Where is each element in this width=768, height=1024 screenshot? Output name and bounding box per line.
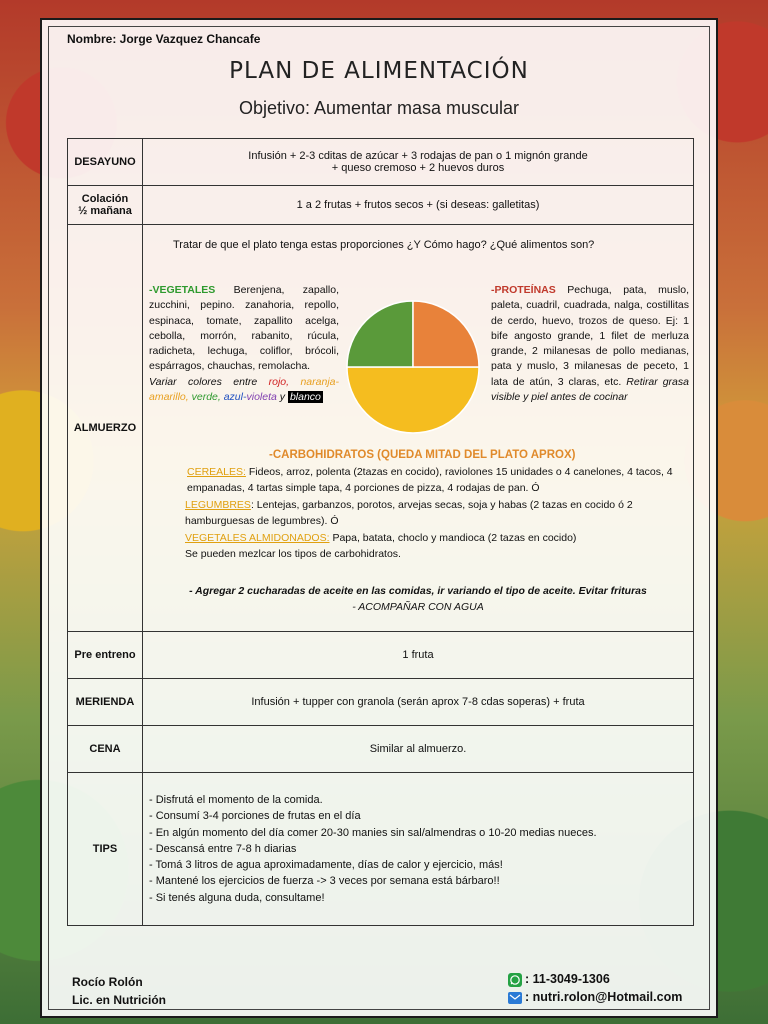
tip-item: - Consumí 3-4 porciones de frutas en el día: [149, 810, 361, 823]
phone-line: [508, 970, 682, 988]
row-label-desayuno: DESAYUNO: [68, 139, 143, 186]
table-row: [68, 773, 694, 926]
cereales-text: Fideos, arroz, polenta (2tazas en cocido), raviolones 15 unidades o 4 canelones, 4 tacos, 4 empanadas, 4 tartas simple tapa, 4 porciones de pizza, 4 rodajas de pan. Ó: [187, 465, 673, 494]
whatsapp-icon: [508, 973, 522, 987]
lunch-notes: [143, 583, 693, 615]
color-white: blanco: [289, 391, 321, 404]
table-row: [68, 632, 694, 679]
author-block: [72, 973, 166, 1009]
author-profession: Lic. en Nutrición: [72, 993, 167, 1007]
color-blue: azul-: [223, 391, 247, 404]
colacion-label-1: Colación: [81, 193, 129, 205]
legumbres-text: : Lentejas, garbanzos, porotos, arvejas secas, soja y habas (2 tazas en cocido ó 2 hamburguesas de legumbres). Ó: [185, 498, 633, 527]
row-label-preentreno: Pre entreno: [68, 632, 143, 679]
desayuno-content: [143, 139, 694, 186]
nutrition-plan-sheet: [40, 18, 718, 1018]
colors-intro: Variar colores entre: [149, 375, 258, 388]
row-label-merienda: MERIENDA: [68, 679, 143, 726]
tip-item: - Si tenés alguna duda, consultame!: [149, 891, 325, 904]
desayuno-line-1: Infusión + 2-3 cditas de azúcar + 3 rodajas de pan o 1 mignón grande: [248, 150, 588, 162]
vegetales-almidonados-text: Papa, batata, choclo y mandioca (2 tazas en cocido): [332, 531, 577, 544]
proteins-text: Pechuga, pata, muslo, paleta, cuadril, cuadrada, nalga, costillitas de cerdo, huevo, trozos de queso. Ej: 1 bife angosto grande, 1 filet de merluza grande, 2 milanesas de pollo medianas, pata y muslo, 3 milanesas de peceto, 1 lata de atún, 3 claras, etc.: [491, 284, 689, 388]
proteins-title: -PROTEÍNAS: [491, 284, 556, 296]
tip-item: - Descansá entre 7-8 h diarias: [149, 842, 297, 855]
vegetables-block: [149, 283, 339, 405]
proteins-note: Retirar grasa visible y piel antes de cocinar: [491, 375, 689, 404]
plate-proportion-chart: [343, 297, 483, 437]
colacion-content: 1 a 2 frutas + frutos secos + (si deseas: galletitas): [143, 186, 694, 225]
table-row: [68, 679, 694, 726]
author-name: Rocío Rolón: [72, 975, 143, 989]
proteins-block: [491, 283, 689, 405]
water-note: - ACOMPAÑAR CON AGUA: [352, 601, 484, 613]
phone-number: : 11-3049-1306: [525, 972, 610, 986]
color-violet: violeta: [246, 391, 277, 404]
email-icon: [508, 991, 522, 1005]
color-and: y: [279, 391, 286, 404]
legumbres-label: LEGUMBRES: [185, 498, 251, 511]
cereales-label: CEREALES:: [187, 465, 246, 478]
table-row: [68, 225, 694, 632]
color-orange-yellow: naranja-amarillo,: [149, 375, 339, 404]
pie-slice-proteins: [413, 301, 479, 367]
tips-content: [143, 773, 694, 926]
vegetables-title: -VEGETALES: [149, 284, 216, 296]
row-label-colacion: [68, 186, 143, 225]
tip-item: - Disfrutá el momento de la comida.: [149, 793, 323, 806]
email-line: [508, 988, 682, 1006]
page-title: PLAN DE ALIMENTACIÓN: [229, 58, 529, 84]
row-label-almuerzo: ALMUERZO: [68, 225, 143, 632]
vegetables-text: Berenjena, zapallo, zucchini, pepino. zanahoria, repollo, espinaca, tomate, zapallito acelga, cebolla, morrón, rabanito, rúcula, radicheta, lechuga, coliflor, brócoli, espárragos, chauchas, remolacha.: [149, 284, 339, 373]
pie-slice-carbs: [347, 367, 479, 433]
table-row: [68, 186, 694, 225]
legumbres-line: [185, 497, 685, 530]
vegetales-almidonados-label: VEGETALES ALMIDONADOS:: [185, 531, 330, 544]
objective: Objetivo: Aumentar masa muscular: [238, 98, 520, 118]
email-address: : nutri.rolon@Hotmail.com: [525, 990, 683, 1004]
row-label-cena: CENA: [68, 726, 143, 773]
colacion-label-2: ½ mañana: [78, 205, 132, 217]
almuerzo-content: [143, 225, 694, 632]
oil-note: - Agregar 2 cucharadas de aceite en las comidas, ir variando el tipo de aceite. Evitar frituras: [189, 585, 647, 597]
table-row: [68, 726, 694, 773]
pie-slice-vegetables: [347, 301, 413, 367]
carbs-block: [185, 447, 685, 563]
vegetales-almidonados-line: [185, 530, 685, 547]
desayuno-line-2: + queso cremoso + 2 huevos duros: [331, 162, 505, 174]
mix-carbs-text: Se pueden mezlcar los tipos de carbohidratos.: [185, 548, 401, 560]
tip-item: - En algún momento del día comer 20-30 manies sin sal/almendras o 10-20 medias nueces.: [149, 826, 597, 839]
cena-content: Similar al almuerzo.: [143, 726, 694, 773]
color-green: verde,: [191, 391, 221, 404]
carbs-title: -CARBOHIDRATOS (QUEDA MITAD DEL PLATO APROX): [269, 449, 576, 461]
meal-plan-table: [67, 138, 694, 926]
plate-question: Tratar de que el plato tenga estas proporciones ¿Y Cómo hago? ¿Qué alimentos son?: [173, 239, 595, 251]
contact-block: [508, 970, 682, 1006]
color-red: rojo,: [268, 375, 290, 388]
preentreno-content: 1 fruta: [143, 632, 694, 679]
merienda-content: Infusión + tupper con granola (serán aprox 7-8 cdas soperas) + fruta: [143, 679, 694, 726]
tip-item: - Mantené los ejercicios de fuerza -> 3 veces por semana está bárbaro!!: [149, 875, 500, 888]
cereales-line: [187, 464, 685, 497]
tip-item: - Tomá 3 litros de agua aproximadamente, días de calor y ejercicio, más!: [149, 859, 503, 872]
row-label-tips: TIPS: [68, 773, 143, 926]
table-row: [68, 139, 694, 186]
patient-name: Nombre: Jorge Vazquez Chancafe: [67, 32, 261, 46]
